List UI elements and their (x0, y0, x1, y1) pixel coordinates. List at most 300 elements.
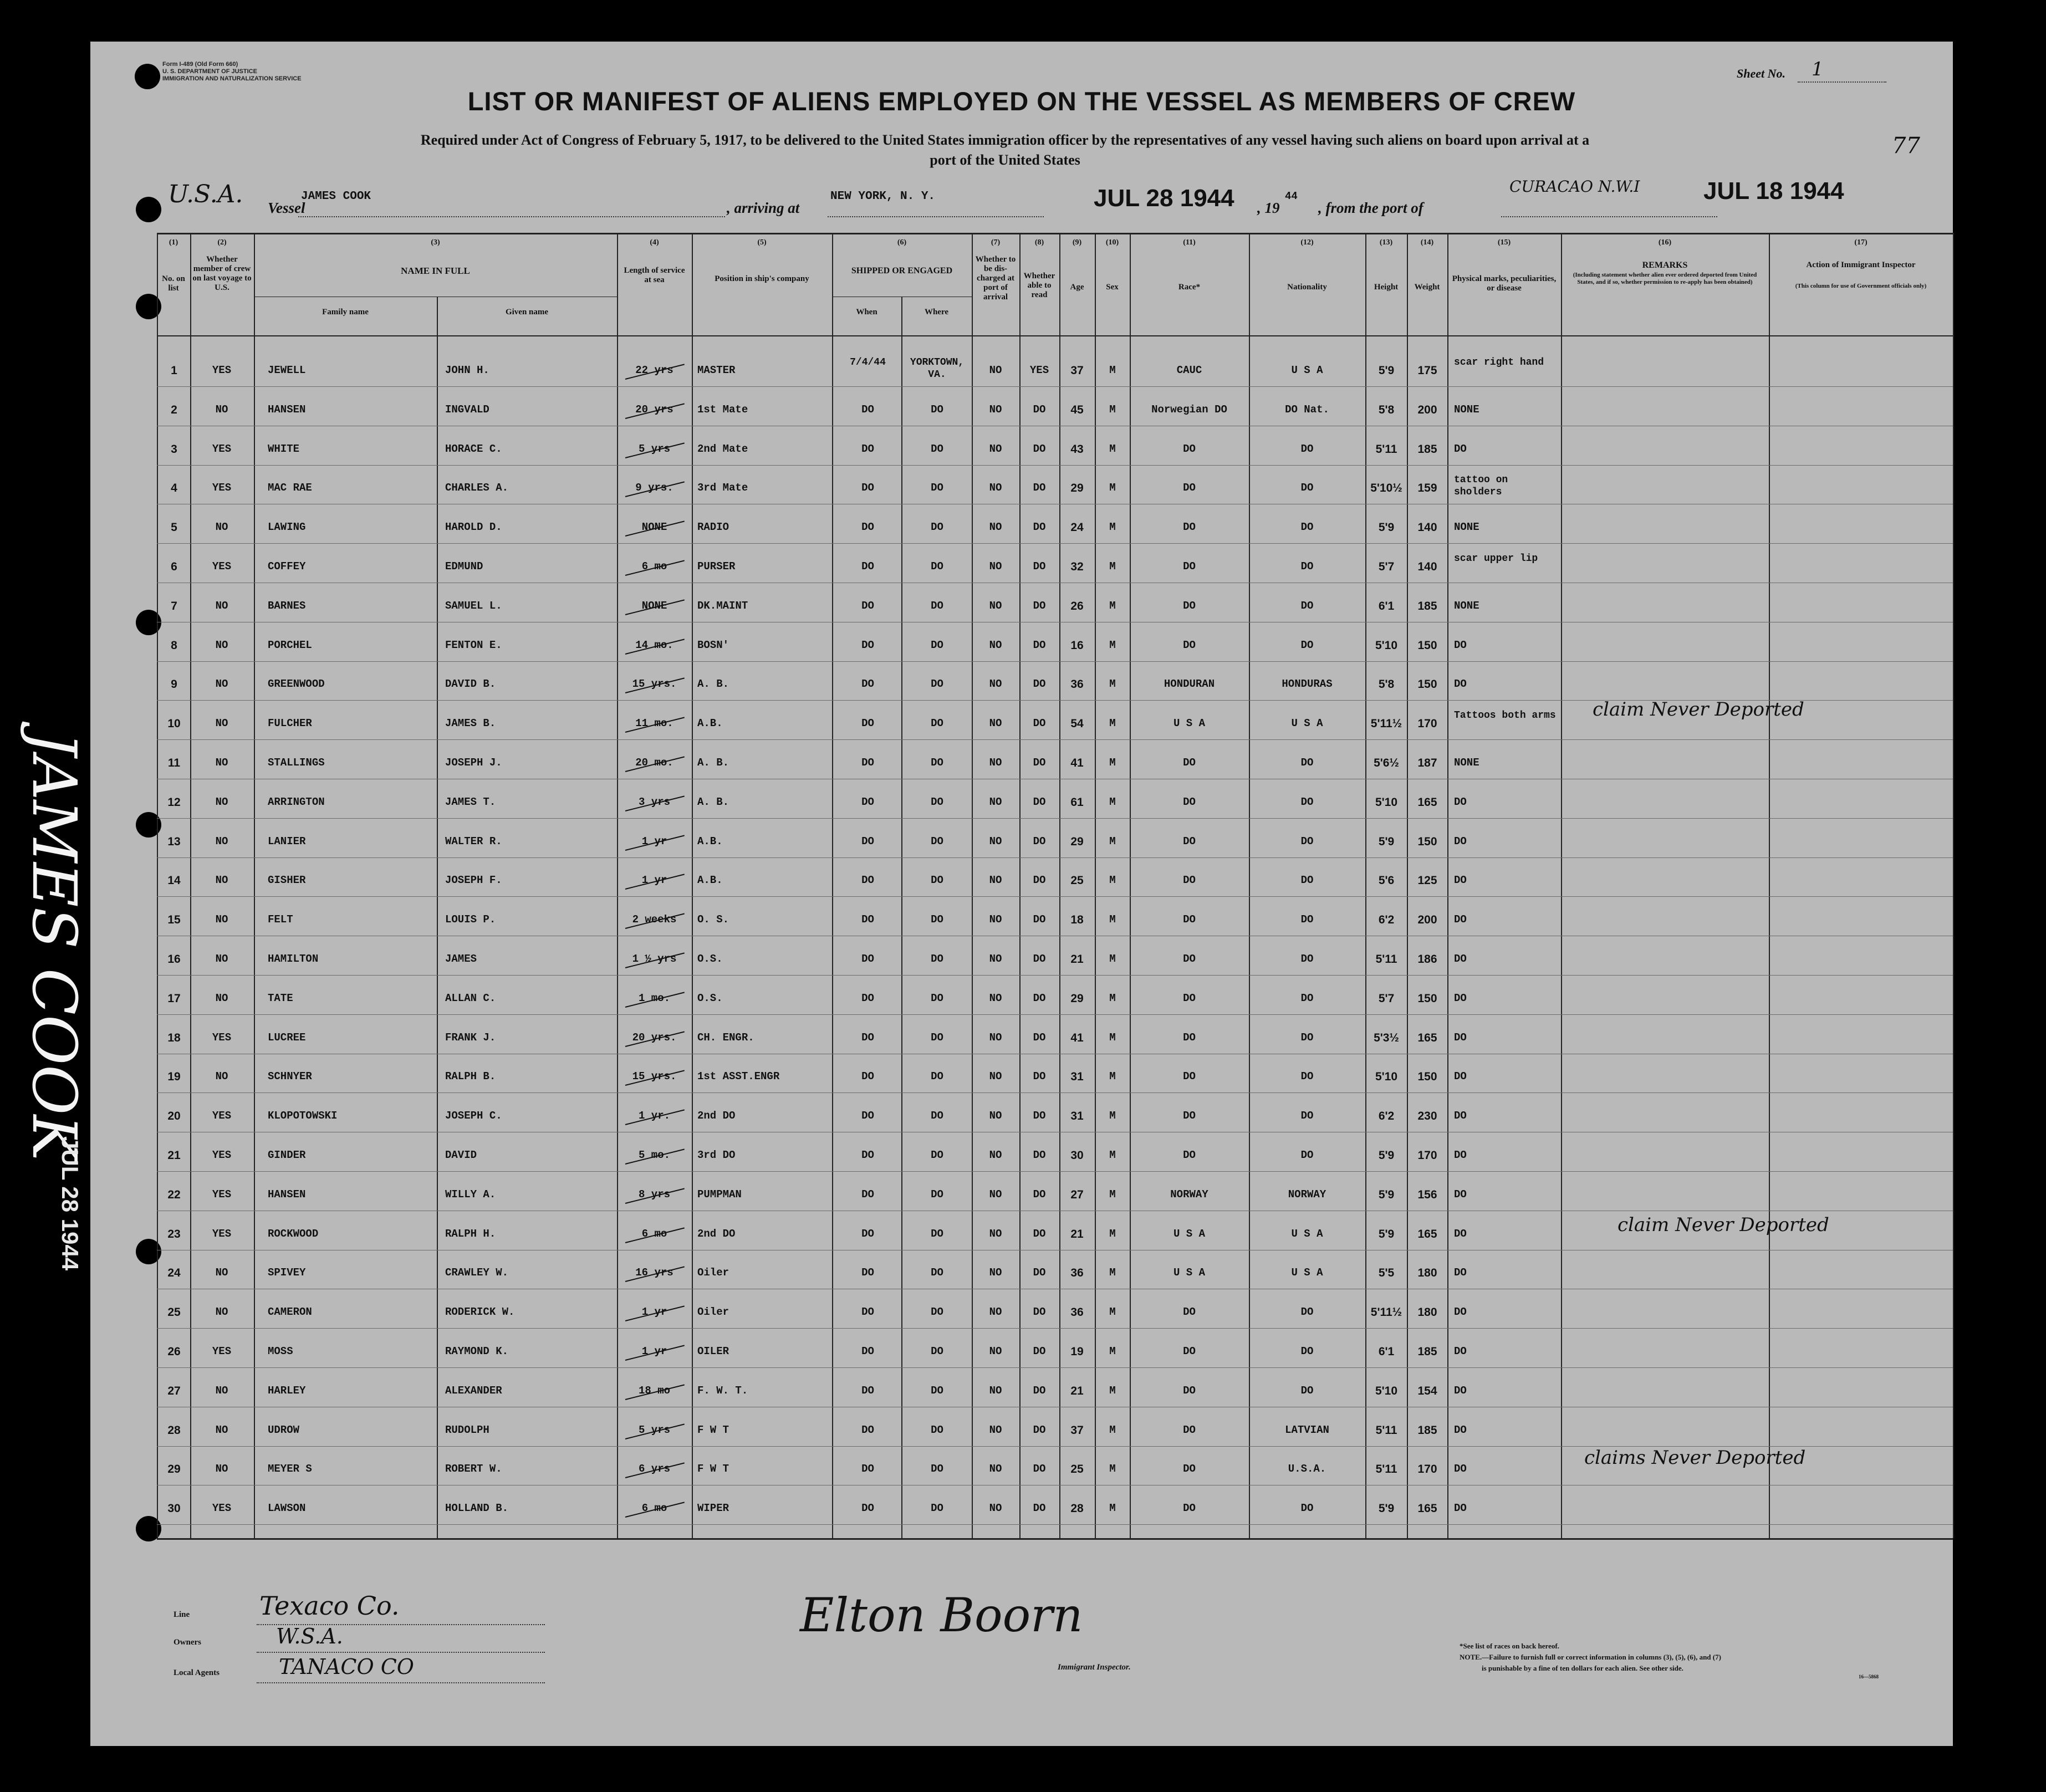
cell-service: 6 mo (641, 1227, 667, 1240)
cell-race: DO (1183, 1423, 1196, 1436)
cell-nationality: DO (1300, 442, 1314, 455)
cell-no: 17 (167, 992, 181, 1005)
cell-service: 1 ½ yrs (632, 953, 677, 965)
cell-position: O. S. (697, 913, 729, 926)
cell-age: 30 (1070, 1149, 1084, 1162)
cell-family: GISHER (268, 874, 306, 887)
cell-where: DO (931, 560, 943, 573)
cell-service: 20 mo. (635, 757, 674, 769)
cell-sex: M (1109, 1031, 1116, 1044)
cell-age: 37 (1070, 364, 1084, 377)
col-number: (4) (650, 238, 659, 247)
cell-family: ROCKWOOD (268, 1227, 319, 1240)
cell-age: 28 (1070, 1502, 1084, 1515)
cell-sex: M (1109, 874, 1116, 887)
cell-nationality: LATVIAN (1285, 1423, 1329, 1436)
punch-hole (136, 197, 161, 222)
cell-no: 25 (167, 1306, 181, 1319)
cell-no: 23 (167, 1227, 181, 1240)
cell-read: DO (1033, 1423, 1046, 1436)
cell-sex: M (1109, 1306, 1116, 1319)
cell-last: NO (215, 599, 228, 612)
cell-family: SCHNYER (268, 1070, 312, 1083)
cell-age: 61 (1070, 795, 1084, 809)
cell-weight: 159 (1417, 482, 1437, 495)
cell-age: 21 (1070, 1384, 1084, 1397)
cell-race: DO (1183, 1463, 1196, 1476)
cell-height: 5'7 (1378, 992, 1395, 1005)
cell-weight: 156 (1417, 1188, 1437, 1201)
cell-marks: DO (1454, 1502, 1467, 1515)
cell-family: KLOPOTOWSKI (268, 1110, 338, 1122)
cell-no: 1 (171, 364, 177, 377)
cell-sex: M (1109, 1463, 1116, 1476)
cell-service: 6 yrs (638, 1463, 670, 1476)
cell-nationality: DO (1300, 992, 1314, 1004)
corner-mark: 77 (1892, 133, 1920, 159)
cell-when: DO (861, 717, 874, 730)
col-divider (1561, 233, 1562, 1538)
cell-marks: DO (1454, 678, 1467, 691)
cell-age: 31 (1070, 1110, 1084, 1123)
cell-where: DO (931, 795, 943, 808)
cell-given: HOLLAND B. (445, 1502, 509, 1515)
cell-discharged: NO (989, 639, 1002, 651)
cell-age: 29 (1070, 992, 1084, 1005)
cell-nationality: DO (1300, 599, 1314, 612)
row-separator (157, 386, 1953, 387)
cell-sex: M (1109, 482, 1116, 494)
cell-read: DO (1033, 1502, 1046, 1515)
cell-discharged: NO (989, 1463, 1002, 1476)
col-divider (617, 233, 618, 1538)
cell-given: FENTON E. (445, 639, 502, 651)
cell-given: JOHN H. (445, 364, 489, 376)
cell-last: NO (215, 795, 228, 808)
cell-when: DO (861, 678, 874, 691)
cell-position: 3rd DO (697, 1149, 736, 1161)
cell-no: 30 (167, 1502, 181, 1515)
cell-read: DO (1033, 992, 1046, 1004)
cell-weight: 140 (1417, 560, 1437, 573)
cell-sex: M (1109, 1345, 1116, 1357)
cell-race: Norwegian DO (1151, 403, 1227, 416)
cell-no: 27 (167, 1384, 181, 1397)
cell-given: WILLY A. (445, 1188, 496, 1201)
remark-row-22: claim Never Deported (1618, 1214, 1829, 1236)
cell-last: NO (215, 835, 228, 848)
cell-race: DO (1183, 442, 1196, 455)
cell-race: DO (1183, 1306, 1196, 1319)
cell-given: LOUIS P. (445, 913, 496, 926)
cell-height: 5'11½ (1370, 1306, 1402, 1319)
cell-given: CHARLES A. (445, 482, 509, 494)
cell-no: 2 (171, 403, 177, 416)
cell-race: DO (1183, 599, 1196, 612)
cell-discharged: NO (989, 835, 1002, 848)
cell-weight: 185 (1417, 1423, 1437, 1437)
cell-service: 15 yrs. (632, 678, 677, 691)
cell-marks: scar right hand (1454, 357, 1544, 368)
cell-where: YORKTOWN, VA. (910, 357, 965, 380)
cell-where: DO (931, 1423, 943, 1436)
row-separator (157, 1171, 1953, 1172)
cell-nationality: U.S.A. (1288, 1463, 1326, 1476)
cell-height: 5'6½ (1374, 757, 1399, 769)
col-number: (15) (1497, 238, 1511, 247)
cell-position: 2nd Mate (697, 442, 748, 455)
vessel-name-line (298, 216, 725, 217)
cell-no: 18 (167, 1031, 181, 1044)
cell-where: DO (931, 1306, 943, 1319)
cell-height: 6'2 (1378, 913, 1395, 927)
cell-last: YES (212, 1110, 232, 1122)
cell-sex: M (1109, 913, 1116, 926)
cell-marks: NONE (1454, 403, 1479, 416)
col-header-shipped: SHIPPED OR ENGAGED (851, 266, 953, 275)
cell-race: U S A (1173, 1227, 1205, 1240)
cell-service: 22 yrs (635, 364, 674, 376)
cell-nationality: DO (1300, 1345, 1314, 1357)
cell-read: DO (1033, 913, 1046, 926)
cell-last: NO (215, 639, 228, 651)
margin-vessel-name: JAMES COOK (19, 732, 90, 1161)
cell-family: LANIER (268, 835, 306, 848)
cell-height: 5'7 (1378, 560, 1395, 573)
cell-marks: DO (1454, 1110, 1467, 1122)
row-separator (157, 1092, 1953, 1093)
cell-height: 6'1 (1378, 599, 1395, 612)
cell-discharged: NO (989, 992, 1002, 1004)
cell-position: 3rd Mate (697, 482, 748, 494)
cell-sex: M (1109, 1110, 1116, 1122)
cell-given: JAMES B. (445, 717, 496, 730)
cell-height: 5'9 (1378, 521, 1395, 534)
cell-service: 20 yrs (635, 403, 674, 416)
cell-weight: 150 (1417, 992, 1437, 1005)
cell-weight: 150 (1417, 639, 1437, 652)
cell-last: YES (212, 1031, 232, 1044)
col-divider (157, 233, 158, 1538)
cell-where: DO (931, 717, 943, 730)
row-separator (157, 1014, 1953, 1015)
cell-nationality: DO (1300, 1110, 1314, 1122)
cell-age: 36 (1070, 1267, 1084, 1280)
cell-discharged: NO (989, 1306, 1002, 1319)
cell-when: DO (861, 874, 874, 887)
cell-weight: 180 (1417, 1267, 1437, 1280)
cell-position: CH. ENGR. (697, 1031, 754, 1044)
from-port-label: , from the port of (1318, 200, 1423, 216)
cell-height: 5'9 (1378, 1227, 1395, 1240)
margin-date-stamp: JUL 28 1944 (57, 1136, 83, 1271)
cell-age: 16 (1070, 639, 1084, 652)
form-identifier: Form I-489 (Old Form 660) U. S. DEPARTMENT OF JUSTICE IMMIGRATION AND NATURALIZATION SERVICE (162, 61, 302, 82)
cell-age: 29 (1070, 835, 1084, 848)
cell-read: DO (1033, 1110, 1046, 1122)
cell-weight: 165 (1417, 795, 1437, 809)
col-divider (254, 233, 255, 1538)
cell-when: DO (861, 1423, 874, 1436)
cell-service: 1 mo. (638, 992, 670, 1004)
row-separator (157, 818, 1953, 819)
cell-read: DO (1033, 678, 1046, 691)
cell-height: 5'9 (1378, 1188, 1395, 1201)
cell-service: 2 weeks (632, 913, 677, 926)
cell-no: 20 (167, 1110, 181, 1123)
cell-age: 31 (1070, 1070, 1084, 1084)
cell-given: RUDOLPH (445, 1423, 489, 1436)
cell-position: F. W. T. (697, 1384, 748, 1397)
cell-position: BOSN' (697, 639, 729, 651)
cell-read: DO (1033, 403, 1046, 416)
col-number: (17) (1854, 238, 1868, 247)
cell-age: 21 (1070, 1227, 1084, 1240)
cell-sex: M (1109, 442, 1116, 455)
cell-family: HANSEN (268, 403, 306, 416)
page-subtitle: Required under Act of Congress of February 5, 1917, to be delivered to the United States immigration officer by the representatives of any vessel having such aliens on board upon arrival at a port of the United States (420, 132, 1590, 168)
cell-marks: tattoo on sholders (1454, 474, 1508, 498)
cell-marks: DO (1454, 1149, 1467, 1161)
cell-position: Oiler (697, 1306, 729, 1319)
cell-age: 37 (1070, 1423, 1084, 1437)
row-separator (157, 857, 1953, 858)
cell-position: OILER (697, 1345, 729, 1357)
cell-when: DO (861, 953, 874, 965)
cell-read: DO (1033, 1070, 1046, 1083)
cell-family: HANSEN (268, 1188, 306, 1201)
cell-marks: DO (1454, 913, 1467, 926)
cell-position: A.B. (697, 717, 723, 730)
cell-read: DO (1033, 1384, 1046, 1397)
cell-last: NO (215, 1423, 228, 1436)
cell-read: DO (1033, 1031, 1046, 1044)
cell-given: RODERICK W. (445, 1306, 515, 1319)
cell-nationality: DO (1300, 835, 1314, 848)
cell-height: 6'1 (1378, 1345, 1395, 1358)
cell-where: DO (931, 1345, 943, 1357)
departure-date-stamp: JUL 18 1944 (1703, 177, 1844, 205)
cell-family: HARLEY (268, 1384, 306, 1397)
cell-height: 5'11½ (1370, 717, 1402, 731)
col-number: (1) (169, 238, 178, 247)
cell-nationality: U S A (1291, 364, 1323, 376)
col-number: (3) (431, 238, 440, 247)
cell-when: DO (861, 1267, 874, 1279)
cell-age: 36 (1070, 1306, 1084, 1319)
cell-service: 5 yrs (638, 1423, 670, 1436)
col-header-race: Race* (1178, 283, 1201, 292)
cell-given: JOSEPH J. (445, 757, 502, 769)
table-top-border (157, 233, 1953, 234)
col-header-position: Position in ship's company (715, 274, 809, 283)
cell-given: HORACE C. (445, 442, 502, 455)
cell-weight: 170 (1417, 1463, 1437, 1476)
cell-position: A.B. (697, 835, 723, 848)
cell-given: HAROLD D. (445, 521, 502, 534)
cell-position: A. B. (697, 757, 729, 769)
cell-position: A.B. (697, 874, 723, 887)
col-number: (2) (217, 238, 227, 247)
cell-family: TATE (268, 992, 293, 1004)
cell-read: DO (1033, 953, 1046, 965)
cell-sex: M (1109, 953, 1116, 965)
cell-marks: Tattoos both arms (1454, 710, 1556, 722)
cell-nationality: NORWAY (1288, 1188, 1326, 1201)
cell-read: DO (1033, 599, 1046, 612)
cell-read: YES (1029, 364, 1049, 376)
col-header-physical-marks: Physical marks, peculiarities, or disease (1452, 274, 1557, 293)
cell-age: 29 (1070, 482, 1084, 495)
cell-weight: 170 (1417, 717, 1437, 731)
page-title: LIST OR MANIFEST OF ALIENS EMPLOYED ON THE VESSEL AS MEMBERS OF CREW (467, 86, 1576, 116)
cell-height: 5'8 (1378, 678, 1395, 691)
col-number: (6) (897, 238, 907, 247)
cell-nationality: DO Nat. (1285, 403, 1329, 416)
col-number: (10) (1105, 238, 1119, 247)
cell-when: DO (861, 1227, 874, 1240)
cell-family: GREENWOOD (268, 678, 325, 691)
cell-service: 1 yr (641, 1345, 667, 1357)
cell-where: DO (931, 757, 943, 769)
cell-last: NO (215, 913, 228, 926)
cell-marks: NONE (1454, 599, 1479, 612)
cell-where: DO (931, 1070, 943, 1083)
cell-when: DO (861, 639, 874, 651)
cell-where: DO (931, 442, 943, 455)
cell-no: 3 (171, 442, 177, 456)
cell-sex: M (1109, 1384, 1116, 1397)
cell-discharged: NO (989, 795, 1002, 808)
cell-last: NO (215, 1306, 228, 1319)
cell-height: 5'10 (1375, 1070, 1398, 1084)
cell-no: 24 (167, 1267, 181, 1280)
cell-where: DO (931, 482, 943, 494)
cell-when: DO (861, 403, 874, 416)
cell-race: U S A (1173, 717, 1205, 730)
cell-discharged: NO (989, 913, 1002, 926)
cell-discharged: NO (989, 1384, 1002, 1397)
vessel-label: Vessel (268, 200, 305, 216)
cell-marks: DO (1454, 639, 1467, 651)
col-number: (8) (1034, 238, 1044, 247)
cell-marks: DO (1454, 795, 1467, 808)
row-separator (157, 739, 1953, 740)
cell-marks: DO (1454, 874, 1467, 887)
cell-weight: 150 (1417, 835, 1437, 848)
cell-when: DO (861, 1070, 874, 1083)
footnotes: *See list of races on back hereof. NOTE.—Failure to furnish full or correct information in columns (3), (5), (6), and (7) is punishable by a fine of ten dollars for each alien. See other side. (1460, 1642, 1721, 1672)
cell-sex: M (1109, 835, 1116, 848)
cell-when: DO (861, 992, 874, 1004)
cell-discharged: NO (989, 521, 1002, 534)
cell-weight: 200 (1417, 403, 1437, 416)
col-header-last-voyage: Whether member of crew on last voyage to U.S. (192, 255, 252, 292)
cell-sex: M (1109, 757, 1116, 769)
cell-where: DO (931, 403, 943, 416)
cell-sex: M (1109, 1188, 1116, 1201)
cell-where: DO (931, 1502, 943, 1515)
cell-read: DO (1033, 835, 1046, 848)
cell-service: 1 yr (641, 874, 667, 887)
cell-family: ARRINGTON (268, 795, 325, 808)
col-number: (5) (757, 238, 767, 247)
col-number: (12) (1300, 238, 1314, 247)
cell-race: CAUC (1176, 364, 1202, 376)
cell-race: NORWAY (1170, 1188, 1208, 1201)
cell-age: 25 (1070, 874, 1084, 887)
cell-last: NO (215, 403, 228, 416)
col-header-read: Whether able to read (1023, 272, 1055, 299)
cell-service: NONE (641, 599, 667, 612)
cell-where: DO (931, 639, 943, 651)
cell-marks: scar upper lip (1454, 553, 1538, 564)
cell-nationality: DO (1300, 1031, 1314, 1044)
cell-nationality: DO (1300, 1384, 1314, 1397)
cell-weight: 186 (1417, 953, 1437, 966)
cell-weight: 180 (1417, 1306, 1437, 1319)
cell-weight: 185 (1417, 442, 1437, 456)
cell-race: HONDURAN (1164, 678, 1215, 691)
cell-nationality: DO (1300, 1502, 1314, 1515)
cell-age: 41 (1070, 1031, 1084, 1044)
col-header-height: Height (1374, 283, 1399, 292)
cell-nationality: DO (1300, 560, 1314, 573)
cell-when: DO (861, 835, 874, 848)
cell-service: 14 mo. (635, 639, 674, 651)
cell-marks: DO (1454, 992, 1467, 1004)
row-separator (157, 661, 1953, 662)
cell-read: DO (1033, 1306, 1046, 1319)
cell-sex: M (1109, 1502, 1116, 1515)
cell-race: U S A (1173, 1267, 1205, 1279)
col-header-nationality: Nationality (1287, 283, 1327, 292)
cell-sex: M (1109, 795, 1116, 808)
col-header-remarks: REMARKS (1642, 261, 1688, 270)
sheet-number-value: 1 (1812, 58, 1824, 80)
cell-given: JAMES (445, 953, 477, 965)
manifest-sheet (90, 42, 1953, 1746)
cell-where: DO (931, 874, 943, 887)
col-header-discharged: Whether to be dis-charged at port of arrival (975, 255, 1016, 302)
cell-position: MASTER (697, 364, 736, 376)
col-divider (1249, 233, 1250, 1538)
cell-sex: M (1109, 1227, 1116, 1240)
cell-nationality: DO (1300, 521, 1314, 534)
cell-service: 1 yr. (638, 1110, 670, 1122)
inspector-signature: Elton Boorn (800, 1588, 1083, 1642)
col-header-inspector-action: Action of Immigrant Inspector (1806, 261, 1916, 269)
cell-weight: 170 (1417, 1149, 1437, 1162)
col-number: (11) (1183, 238, 1196, 247)
cell-race: DO (1183, 1149, 1196, 1161)
cell-read: DO (1033, 482, 1046, 494)
cell-family: WHITE (268, 442, 300, 455)
cell-no: 14 (167, 874, 181, 887)
cell-age: 32 (1070, 560, 1084, 573)
cell-race: DO (1183, 1070, 1196, 1083)
cell-position: PUMPMAN (697, 1188, 742, 1201)
cell-nationality: DO (1300, 639, 1314, 651)
cell-when: DO (861, 482, 874, 494)
cell-discharged: NO (989, 1110, 1002, 1122)
from-port: CURACAO N.W.I (1509, 177, 1640, 196)
cell-when: DO (861, 1463, 874, 1476)
cell-race: DO (1183, 521, 1196, 534)
cell-race: DO (1183, 795, 1196, 808)
cell-family: MAC RAE (268, 482, 312, 494)
cell-sex: M (1109, 1267, 1116, 1279)
